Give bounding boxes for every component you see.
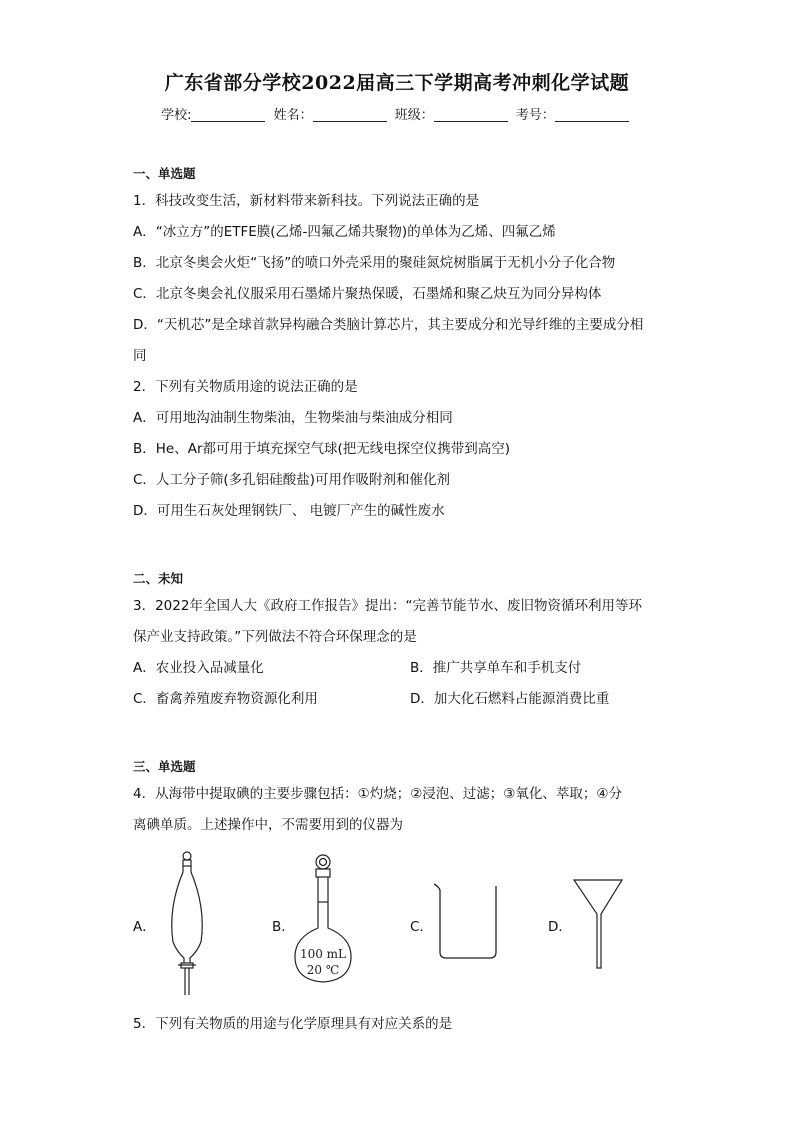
volumetric-flask-icon — [290, 852, 356, 988]
apparatus-option-label: C． — [410, 919, 433, 935]
beaker-icon — [430, 880, 502, 962]
school-label: 学校: — [161, 108, 192, 123]
page-title: 广东省部分学校2022届高三下学期高考冲刺化学试题 — [164, 72, 630, 94]
student-info-line — [0, 104, 794, 123]
question-stem: 离碘单质。上述操作中，不需要用到的仪器为 — [133, 817, 403, 833]
question-option: B．推广共享单车和手机支付 — [410, 660, 582, 676]
exam-no-label: 考号： — [515, 108, 555, 123]
question-option: C．人工分子筛(多孔铝硅酸盐)可用作吸附剂和催化剂 — [133, 472, 450, 488]
school-blank — [191, 108, 265, 122]
question-option-continuation: 同 — [133, 348, 147, 364]
flask-volume-mark: 100 mL — [299, 947, 347, 961]
question-option: C．畜禽养殖废弃物资源化利用 — [133, 691, 318, 707]
question-option: C．北京冬奥会礼仪服采用石墨烯片聚热保暖，石墨烯和聚乙炔互为同分异构体 — [133, 286, 602, 302]
section-heading: 二、未知 — [133, 571, 184, 586]
section-heading: 三、单选题 — [133, 759, 196, 774]
apparatus-option-label: B． — [272, 919, 295, 935]
question-option: D．可用生石灰处理钢铁厂、 电镀厂产生的碱性废水 — [133, 503, 445, 519]
question-stem: 5．下列有关物质的用途与化学原理具有对应关系的是 — [133, 1016, 453, 1032]
question-option: D．加大化石燃料占能源消费比重 — [410, 691, 610, 707]
question-stem: 保产业支持政策。”下列做法不符合环保理念的是 — [133, 629, 417, 645]
class-blank — [434, 108, 508, 122]
question-option: D．“天机芯”是全球首款异构融合类脑计算芯片，其主要成分和光导纤维的主要成分相 — [133, 317, 644, 333]
question-option: A．可用地沟油制生物柴油，生物柴油与柴油成分相同 — [133, 410, 453, 426]
question-option: A．“冰立方”的ETFE膜(乙烯-四氟乙烯共聚物)的单体为乙烯、四氟乙烯 — [133, 224, 556, 240]
section-heading: 一、单选题 — [133, 166, 196, 181]
apparatus-option-label: D． — [548, 919, 572, 935]
separatory-funnel-icon — [164, 848, 210, 1000]
question-stem: 1．科技改变生活，新材料带来新科技。下列说法正确的是 — [133, 193, 480, 209]
name-blank — [313, 108, 387, 122]
question-option: B．北京冬奥会火炬“飞扬”的喷口外壳采用的聚硅氮烷树脂属于无机小分子化合物 — [133, 255, 616, 271]
question-option: A．农业投入品减量化 — [133, 660, 264, 676]
class-label: 班级： — [394, 108, 434, 123]
exam-no-blank — [555, 108, 629, 122]
funnel-icon — [570, 876, 626, 972]
question-stem: 4．从海带中提取碘的主要步骤包括：①灼烧；②浸泡、过滤；③氧化、萃取；④分 — [133, 786, 622, 802]
question-stem: 2．下列有关物质用途的说法正确的是 — [133, 379, 358, 395]
name-label: 姓名： — [273, 108, 313, 123]
apparatus-option-label: A． — [133, 919, 156, 935]
question-option: B．He、Ar都可用于填充探空气球(把无线电探空仪携带到高空) — [133, 441, 511, 457]
flask-temp-mark: 20 ℃ — [306, 963, 340, 977]
question-stem: 3．2022年全国人大《政府工作报告》提出：“完善节能节水、废旧物资循环利用等环 — [133, 598, 642, 614]
